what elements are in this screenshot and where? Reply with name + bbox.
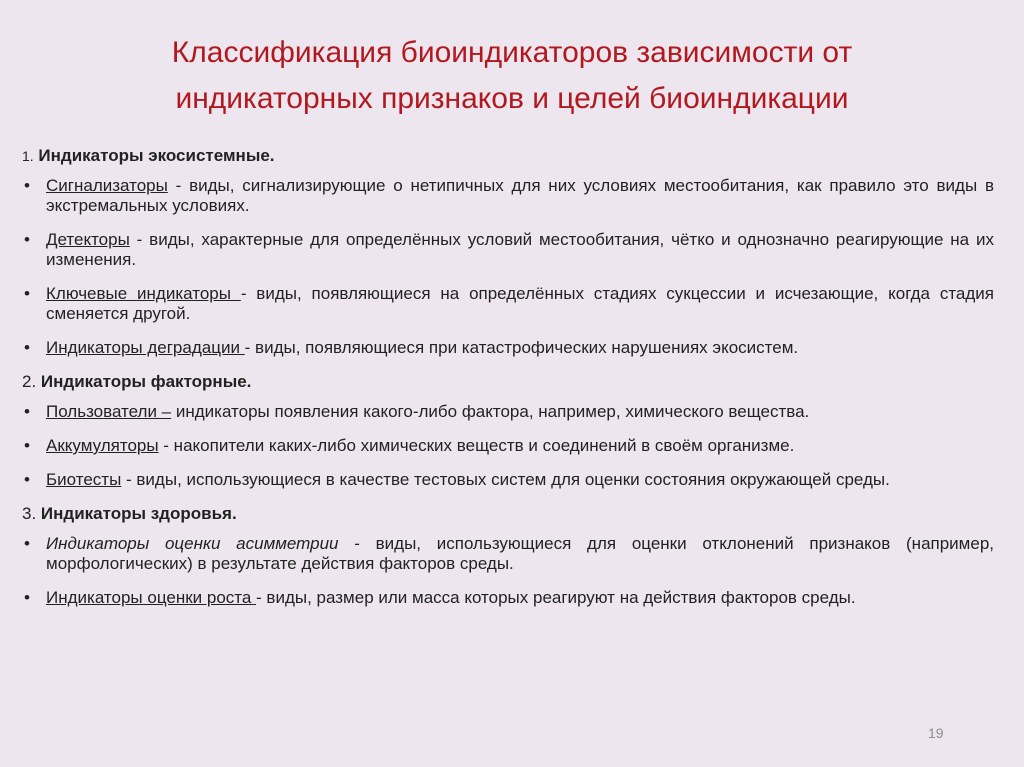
list-item — [22, 402, 994, 422]
term: Индикаторы оценки роста — [46, 588, 257, 607]
page-number: 19 — [928, 725, 944, 741]
list-item — [22, 470, 994, 490]
term: Индикаторы оценки асимметрии — [46, 534, 339, 553]
definition: - виды, размер или масса которых реагируют на действия факторов среды. — [256, 588, 856, 607]
definition: - виды, сигнализирующие о нетипичных для них условиях местообитания, как правило это виды в экстремальных условиях. — [46, 176, 994, 215]
bullet-icon: • — [24, 176, 30, 195]
list-item — [22, 436, 994, 456]
list-item — [22, 176, 994, 216]
term: Сигнализаторы — [46, 176, 168, 195]
section-heading-1: 1. Индикаторы экосистемные. — [22, 146, 275, 165]
title-line-2: индикаторных признаков и целей биоиндикации — [175, 82, 849, 115]
definition: - виды, использующиеся в качестве тестовых систем для оценки состояния окружающей среды. — [121, 470, 890, 489]
term: Индикаторы деградации — [46, 338, 245, 357]
definition: - виды, появляющиеся при катастрофических нарушениях экосистем. — [244, 338, 799, 357]
definition: индикаторы появления какого-либо фактора, например, химического вещества. — [171, 402, 810, 421]
definition: - виды, появляющиеся на определённых стадиях сукцессии и исчезающие, когда стадия сменяется другой. — [46, 284, 995, 323]
term: Биотесты — [46, 470, 122, 489]
definition: - виды, использующиеся для оценки отклонений признаков (например, морфологических) в результате действия факторов среды. — [46, 534, 994, 573]
section-heading-2: 2. Индикаторы факторные. — [22, 372, 252, 391]
definition: - накопители каких-либо химических веществ и соединений в своём организме. — [158, 436, 795, 455]
bullet-icon: • — [24, 284, 30, 303]
bullet-icon: • — [24, 402, 30, 421]
term: Пользователи – — [46, 402, 172, 421]
slide-content — [22, 146, 994, 622]
bullet-icon: • — [24, 534, 30, 553]
list-item — [22, 284, 994, 324]
bullet-icon: • — [24, 436, 30, 455]
list-item — [22, 588, 994, 608]
slide-title — [60, 30, 964, 122]
definition: - виды, характерные для определённых условий местообитания, чётко и однозначно реагирующие на их изменения. — [46, 230, 994, 269]
section-heading-3: 3. Индикаторы здоровья. — [22, 504, 237, 523]
bullet-icon: • — [24, 230, 30, 249]
term: Аккумуляторы — [46, 436, 159, 455]
term: Детекторы — [46, 230, 130, 249]
list-item — [22, 534, 994, 574]
list-item — [22, 338, 994, 358]
term: Ключевые индикаторы — [46, 284, 241, 303]
list-item — [22, 230, 994, 270]
bullet-icon: • — [24, 338, 30, 357]
bullet-icon: • — [24, 470, 30, 489]
title-line-1: Классификация биоиндикаторов зависимости от — [171, 36, 853, 69]
bullet-icon: • — [24, 588, 30, 607]
